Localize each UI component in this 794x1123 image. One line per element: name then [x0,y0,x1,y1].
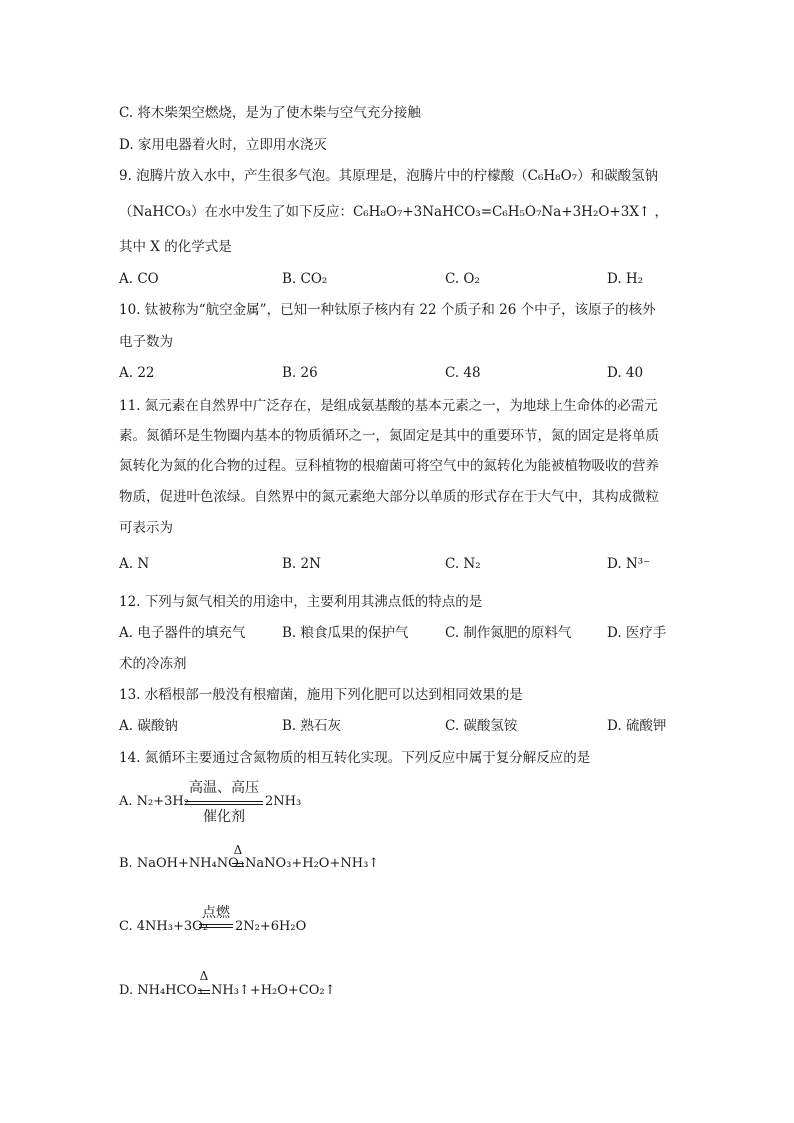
equation-right: NaNO₃+H₂O+NH₃↑ [245,856,380,871]
question-12-option-a[interactable]: A. 电子器件的填充气 [119,625,246,641]
equation-right: 2N₂+6H₂O [235,919,307,934]
question-11-line-5: 可表示为 [119,520,173,536]
question-11-line-1: 11. 氮元素在自然界中广泛存在，是组成氨基酸的基本元素之一，为地球上生命体的必需元 [119,398,658,414]
question-10-option-b[interactable]: B. 26 [282,365,318,381]
question-11-line-4: 物质，促进叶色浓绿。自然界中的氮元素绝大部分以单质的形式存在于大气中，其构成微粒 [119,489,659,505]
question-12-option-c[interactable]: C. 制作氮肥的原料气 [445,625,572,641]
question-10-option-c[interactable]: C. 48 [445,365,481,381]
question-11-option-b[interactable]: B. 2N [282,556,321,572]
question-9-option-d[interactable]: D. H₂ [607,271,644,287]
question-9-option-c[interactable]: C. O₂ [445,271,480,287]
question-9-option-a[interactable]: A. CO [119,271,159,287]
equation-right: 2NH₃ [265,794,302,809]
double-line [185,801,263,805]
question-12-line-2: 术的冷冻剂 [119,656,187,672]
condition-top: Δ [199,969,209,983]
question-8-option-c: C. 将木柴架空燃烧，是为了使木柴与空气充分接触 [119,105,421,121]
question-12-option-d[interactable]: D. 医疗手 [607,625,667,641]
condition-bottom: 催化剂 [203,809,245,825]
question-10-line-1: 10. 钛被称为“航空金属”，已知一种钛原子核内有 22 个质子和 26 个中子，该原子的核外 [119,302,656,318]
question-11-option-a[interactable]: A. N [119,556,150,572]
question-11-line-2: 素。氮循环是生物圈内基本的物质循环之一，氮固定是其中的重要环节，氮的固定是将单质 [119,428,659,444]
double-line [232,863,244,867]
question-10-option-a[interactable]: A. 22 [119,365,155,381]
equation-left: C. 4NH₃+3O₂ [119,919,208,934]
equation-left: D. NH₄HCO₃ [119,983,203,998]
question-13-line-1: 13. 水稻根部一般没有根瘤菌，施用下列化肥可以达到相同效果的是 [119,687,523,703]
question-11-line-3: 氮转化为氮的化合物的过程。豆科植物的根瘤菌可将空气中的氮转化为能被植物吸收的营养 [119,458,659,474]
question-13-option-c[interactable]: C. 碳酸氢铵 [445,718,518,734]
double-line [198,990,210,994]
question-11-option-d[interactable]: D. N³⁻ [607,556,651,572]
question-12-line-1: 12. 下列与氮气相关的用途中，主要利用其沸点低的特点的是 [119,594,483,610]
question-11-option-c[interactable]: C. N₂ [445,556,481,572]
question-8-option-d: D. 家用电器着火时，立即用水浇灭 [119,137,327,153]
question-10-line-2: 电子数为 [119,334,173,350]
question-13-option-d[interactable]: D. 硫酸钾 [607,718,667,734]
condition-top: 高温、高压 [189,780,259,796]
equation-right: NH₃↑+H₂O+CO₂↑ [211,983,336,998]
condition-top: Δ [233,843,243,857]
question-9-line-2: （NaHCO₃）在水中发生了如下反应：C₆H₈O₇+3NaHCO₃=C₆H₅O₇Na+3H₂O+3X↑ ， [119,204,669,220]
question-13-option-b[interactable]: B. 熟石灰 [282,718,342,734]
question-9-line-3: 其中 X 的化学式是 [119,239,232,255]
question-14-line-1: 14. 氮循环主要通过含氮物质的相互转化实现。下列反应中属于复分解反应的是 [119,750,591,766]
condition-top: 点燃 [202,905,230,921]
equation-left: B. NaOH+NH₄NO₃ [119,856,244,871]
question-10-option-d[interactable]: D. 40 [607,365,644,381]
question-9-line-1: 9. 泡腾片放入水中，产生很多气泡。其原理是，泡腾片中的柠檬酸（C₆H₈O₇）和碳酸氢钠 [119,168,659,184]
question-9-option-b[interactable]: B. CO₂ [282,271,328,287]
equation-left: A. N₂+3H₂ [119,794,189,809]
question-12-option-b[interactable]: B. 粮食瓜果的保护气 [282,625,409,641]
double-line [199,924,233,928]
question-13-option-a[interactable]: A. 碳酸钠 [119,718,178,734]
